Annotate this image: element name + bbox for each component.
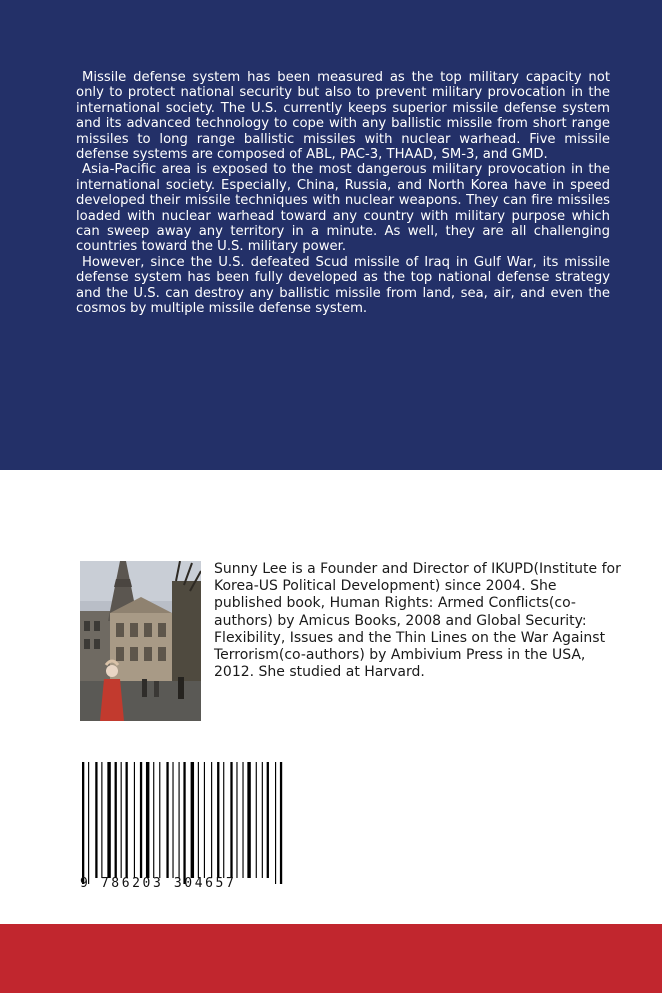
- barcode-bar: [262, 762, 263, 878]
- barcode-bar: [172, 762, 173, 878]
- blurb-paragraph-1: Missile defense system has been measured as the top military capacity not only to protect national security but also to prevent military provocation in the international society. The U.S. currently keeps superior missile defense system and its advanced technology to cope with any ballistic missile from short range missiles to long range ballistic missiles with nuclear warhead. Five missile defense systems are composed of ABL, PAC-3, THAAD, SM-3, and GMD.: [76, 70, 610, 163]
- barcode-bar: [267, 762, 269, 878]
- isbn-barcode: [80, 753, 306, 893]
- barcode-bar: [204, 762, 205, 878]
- barcode-bar: [101, 762, 102, 878]
- bottom-band: [0, 924, 662, 993]
- barcode-bar: [140, 762, 142, 878]
- barcode-bar: [134, 762, 135, 878]
- author-bio: Sunny Lee is a Founder and Director of IKUPD(Institute for Korea-US Political Development) since 2004. She published book, Human Rights: Armed Conflicts(co-authors) by Amicus Books, 2008 and Global Security: Flexibility, Issues and the Thin Lines on the War Against Terrorism(co-authors) by Ambivium Press in the USA, 2012. She studied at Harvard.: [214, 561, 621, 681]
- barcode-bar: [159, 762, 160, 878]
- barcode-bar: [198, 762, 199, 878]
- barcode-bar: [183, 762, 185, 884]
- barcode-bar: [166, 762, 168, 878]
- barcode-bar: [236, 762, 237, 878]
- barcode-bar: [217, 762, 219, 878]
- barcode-bar: [223, 762, 224, 878]
- barcode-bar: [247, 762, 250, 878]
- barcode-bar: [82, 762, 84, 884]
- blurb-paragraph-3: However, since the U.S. defeated Scud missile of Iraq in Gulf War, its missile defense system has been fully developed as the top national defense strategy and the U.S. can destroy any ballistic missile from land, sea, air, and even the cosmos by multiple missile defense system.: [76, 254, 610, 317]
- barcode-bar: [211, 762, 212, 878]
- blurb-text: [76, 70, 610, 317]
- barcode-bar: [121, 762, 122, 878]
- author-photo: [80, 561, 201, 721]
- barcode-bar: [230, 762, 232, 878]
- barcode-bar: [126, 762, 128, 878]
- barcode-number: 9 786203 304657: [80, 876, 237, 891]
- barcode-bar: [280, 762, 282, 884]
- barcode-bar: [242, 762, 243, 878]
- barcode-bar: [153, 762, 154, 878]
- barcode-bar: [146, 762, 149, 878]
- blurb-panel: [0, 0, 662, 470]
- barcode-bar: [115, 762, 117, 878]
- barcode-bar: [275, 762, 276, 884]
- barcode-bar: [191, 762, 194, 878]
- barcode-bar: [256, 762, 257, 878]
- barcode-bar: [107, 762, 110, 878]
- barcode-bar: [88, 762, 89, 884]
- barcode-bar: [95, 762, 97, 878]
- blurb-paragraph-2: Asia-Pacific area is exposed to the most dangerous military provocation in the international society. Especially, China, Russia, and North Korea have in speed developed their missile techniques with nuclear weapons. They can fire missiles loaded with nuclear warhead toward any country with military purpose which can sweep away any territory in a minute. As well, they are all challenging countries toward the U.S. military power.: [76, 162, 610, 255]
- barcode-bar: [179, 762, 180, 878]
